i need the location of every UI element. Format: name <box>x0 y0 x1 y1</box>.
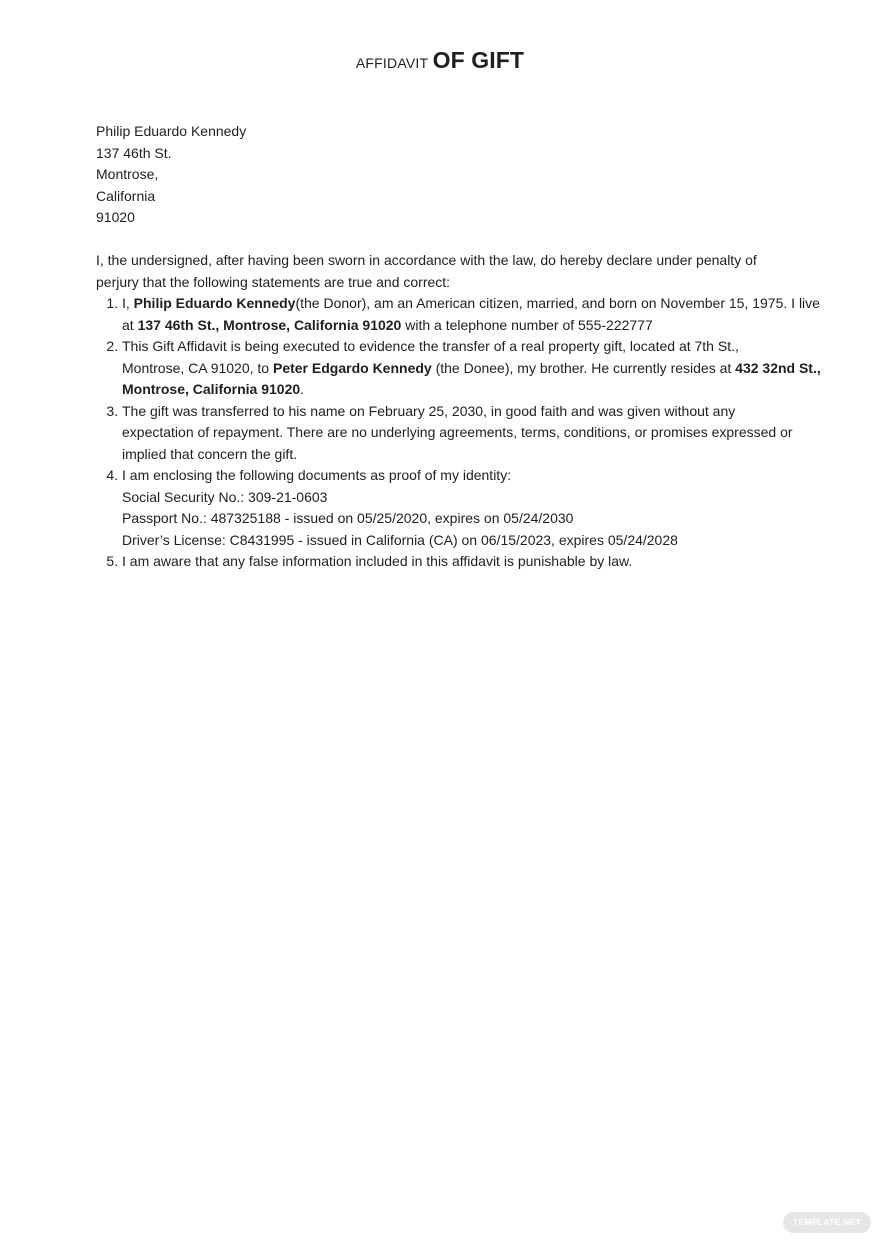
title-affidavit: AFFIDAVIT <box>355 55 429 71</box>
drivers-license-line: Driver’s License: C8431995 - issued in California (CA) on 06/15/2023, expires 05/24/2028 <box>122 531 678 548</box>
donee-address-2: Montrose, California 91020 <box>122 381 301 397</box>
item2-text3: (the Donee), my brother. He currently resides at <box>431 359 736 376</box>
donee-name: Peter Edgardo Kennedy <box>272 359 432 376</box>
list-item <box>122 336 821 401</box>
intro-paragraph: I, the undersigned, after having been sworn in accordance with the law, do hereby declare under penalty of perjury that the following statements are true and correct: <box>96 252 757 290</box>
sender-address-block <box>96 121 796 229</box>
item1-suffix: with a telephone number of 555-222777 <box>401 316 653 333</box>
item1-mid: (the Donor), am an American citizen, married, and born on November 15, 1975. I live <box>295 295 820 311</box>
address-name: Philip Eduardo Kennedy <box>96 123 247 139</box>
address-street: 137 46th St. <box>96 144 172 161</box>
item2-text2: Montrose, CA 91020, to <box>122 359 273 376</box>
address-city: Montrose, <box>96 166 159 182</box>
item5-line1: 5. I am aware that any false information included in this affidavit is punishable by law. <box>122 553 633 569</box>
item1-at: at <box>122 316 138 333</box>
title-of-gift: OF GIFT <box>432 47 525 73</box>
list-item <box>122 401 796 466</box>
passport-line: Passport No.: 487325188 - issued on 05/25/2020, expires on 05/24/2030 <box>122 510 574 526</box>
item3-line2: expectation of repayment. There are no underlying agreements, terms, conditions, or promises expressed or <box>122 424 793 440</box>
document-title <box>0 45 880 79</box>
statements-list <box>96 293 821 573</box>
item3-line1: 3. The gift was transferred to his name on February 25, 2030, in good faith and was given without any <box>122 402 736 419</box>
address-state: California <box>96 187 156 204</box>
list-item <box>122 465 796 551</box>
list-item <box>122 293 820 336</box>
donee-address-1: 432 32nd St., <box>735 359 821 376</box>
item1-prefix: I, <box>122 295 134 311</box>
social-security-line: Social Security No.: 309-21-0603 <box>122 488 328 505</box>
donor-address: 137 46th St., Montrose, California 91020 <box>137 316 402 333</box>
item2-line1: 2. This Gift Affidavit is being executed to evidence the transfer of a real property gift, located at 7th St., <box>122 338 739 354</box>
donor-name: Philip Eduardo Kennedy <box>133 295 296 311</box>
template-watermark: TEMPLATE.NET <box>783 1212 871 1233</box>
address-zip: 91020 <box>96 209 135 225</box>
item3-line3: implied that concern the gift. <box>122 445 298 462</box>
item2-end: . <box>300 381 305 397</box>
list-item <box>122 551 796 573</box>
item4-line1: 4. I am enclosing the following documents as proof of my identity: <box>122 467 512 483</box>
